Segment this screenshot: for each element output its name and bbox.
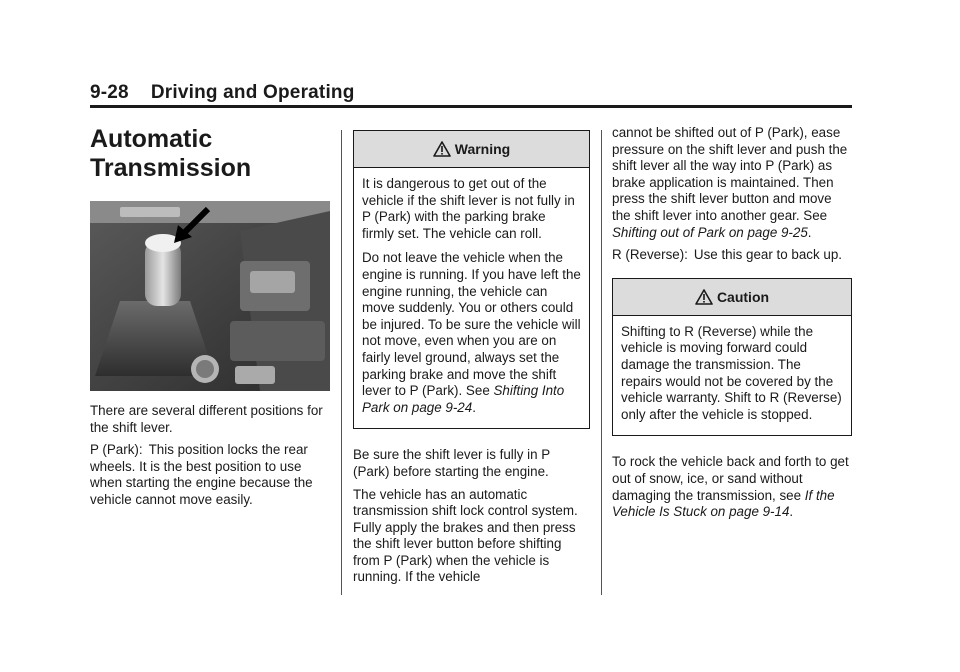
- column-1: [90, 125, 330, 515]
- reverse-term: R (Reverse):: [612, 247, 688, 263]
- warning-triangle-icon: [433, 141, 451, 157]
- column-3: [612, 125, 852, 527]
- warning-box: [353, 130, 590, 429]
- col3-paragraph-1: cannot be shifted out of P (Park), ease pressure on the shift lever and push the shift lever all the way into P (Park) as brake application is maintained. Then press the shift lever button and move the shift lever into another gear. See Shifting out of Park on page 9-25.: [612, 125, 848, 240]
- warning-body: [354, 168, 589, 428]
- section-heading: Automatic Transmission: [90, 125, 252, 182]
- shifter-photo: [90, 201, 330, 391]
- col3-paragraph-3: To rock the vehicle back and forth to get out of snow, ice, or sand without damaging the transmission, see If the Vehicle Is Stuck on page 9-14.: [612, 454, 849, 520]
- shifter-arrow-photo-icon: [90, 201, 330, 391]
- warning-header: [354, 131, 589, 168]
- col2-paragraph-1: Be sure the shift lever is fully in P (Park) before starting the engine.: [353, 447, 550, 479]
- page-number: 9-28: [90, 82, 129, 103]
- warning-paragraph-2: Do not leave the vehicle when the engine is running. If you have left the engine running, the vehicle can move suddenly. You or others could be injured. To be sure the vehicle will not move, even when you are on fairly level ground, always set the parking brake and move the shift lever to P (Park). See Shifting Into Park on page 9-24.: [362, 250, 581, 415]
- warning-triangle-icon: [695, 289, 713, 305]
- vehicle-stuck-reference: If the Vehicle Is Stuck on page 9-14: [612, 487, 835, 520]
- park-paragraph: P (Park): This position locks the rear wheels. It is the best position to use when starting the engine because the vehicle cannot move easily.: [90, 442, 313, 507]
- header-rule: [90, 105, 852, 108]
- column-divider-2: [601, 130, 602, 595]
- warning-paragraph-1: It is dangerous to get out of the vehicle if the shift lever is not fully in P (Park) with the parking brake firmly set. The vehicle can roll.: [362, 176, 575, 241]
- reverse-paragraph: R (Reverse): Use this gear to back up.: [612, 247, 843, 263]
- caution-paragraph: Shifting to R (Reverse) while the vehicle is moving forward could damage the transmission. The repairs would not be covered by the vehicle warranty. Shift to R (Reverse) only after the vehicle is stopped.: [621, 323, 842, 422]
- shifting-out-of-park-reference: Shifting out of Park on page 9-25: [612, 224, 808, 240]
- caution-box: [612, 278, 852, 437]
- page-header: [90, 82, 355, 104]
- column-divider-1: [341, 130, 342, 595]
- warning-reference: Shifting Into Park on page 9-24: [362, 383, 565, 415]
- column-2: [353, 130, 590, 592]
- section-title: Driving and Operating: [150, 82, 355, 103]
- warning-title: Warning: [454, 141, 511, 157]
- intro-paragraph: There are several different positions for the shift lever.: [90, 403, 323, 435]
- col2-paragraph-2: The vehicle has an automatic transmission shift lock control system. Fully apply the brakes and then press the shift lever button before shifting from P (Park) when the vehicle is running. If the vehicle: [353, 486, 578, 585]
- caution-header: [613, 279, 851, 316]
- caution-title: Caution: [716, 288, 770, 305]
- park-term: P (Park):: [90, 442, 143, 458]
- caution-body: [613, 316, 851, 436]
